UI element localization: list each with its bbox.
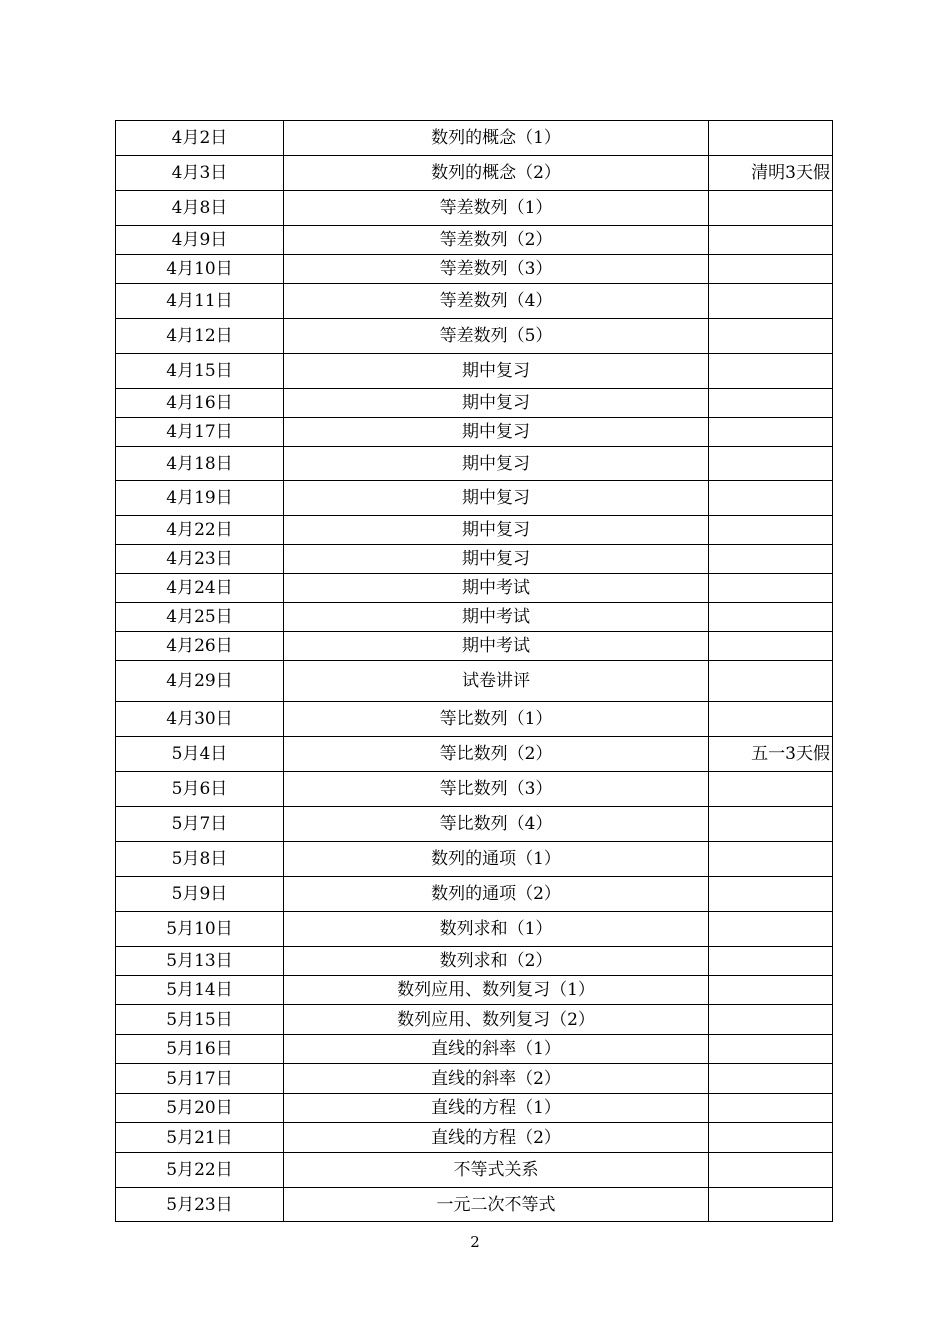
table-row: [116, 574, 833, 603]
date-cell: 4月18日: [116, 447, 284, 481]
topic-cell: 期中复习: [284, 447, 709, 481]
topic-cell: 数列求和（1）: [284, 912, 709, 947]
topic-cell: 等差数列（4）: [284, 284, 709, 319]
topic-cell: 直线的方程（1）: [284, 1094, 709, 1123]
note-cell: [709, 632, 833, 661]
date-cell: 5月9日: [116, 877, 284, 912]
note-cell: [709, 191, 833, 226]
note-cell: [709, 1188, 833, 1222]
date-cell: 4月22日: [116, 516, 284, 545]
note-cell: [709, 842, 833, 877]
table-row: [116, 1153, 833, 1188]
topic-cell: 等比数列（1）: [284, 702, 709, 737]
date-cell: 4月29日: [116, 661, 284, 702]
date-cell: 4月17日: [116, 418, 284, 447]
note-cell: [709, 603, 833, 632]
date-cell: 5月16日: [116, 1035, 284, 1064]
topic-cell: 等差数列（3）: [284, 255, 709, 284]
table-row: [116, 191, 833, 226]
topic-cell: 期中复习: [284, 545, 709, 574]
date-cell: 4月12日: [116, 319, 284, 354]
topic-cell: 等比数列（4）: [284, 807, 709, 842]
table-row: [116, 1005, 833, 1035]
note-cell: [709, 481, 833, 516]
note-cell: [709, 976, 833, 1005]
schedule-body: [116, 121, 833, 1222]
note-cell: [709, 807, 833, 842]
table-row: [116, 1123, 833, 1153]
date-cell: 4月10日: [116, 255, 284, 284]
note-cell: [709, 1153, 833, 1188]
topic-cell: 期中复习: [284, 481, 709, 516]
note-cell: [709, 574, 833, 603]
note-cell: [709, 319, 833, 354]
date-cell: 4月23日: [116, 545, 284, 574]
date-cell: 5月15日: [116, 1005, 284, 1035]
topic-cell: 期中复习: [284, 418, 709, 447]
topic-cell: 期中考试: [284, 632, 709, 661]
table-row: [116, 842, 833, 877]
schedule-table: [115, 120, 833, 1222]
topic-cell: 数列应用、数列复习（2）: [284, 1005, 709, 1035]
table-row: [116, 447, 833, 481]
table-row: [116, 545, 833, 574]
table-row: [116, 702, 833, 737]
topic-cell: 等比数列（2）: [284, 737, 709, 772]
table-row: [116, 912, 833, 947]
note-cell: [709, 702, 833, 737]
table-row: [116, 516, 833, 545]
note-cell: [709, 877, 833, 912]
note-cell: [709, 354, 833, 389]
topic-cell: 直线的方程（2）: [284, 1123, 709, 1153]
table-row: [116, 772, 833, 807]
topic-cell: 直线的斜率（2）: [284, 1064, 709, 1094]
date-cell: 5月20日: [116, 1094, 284, 1123]
topic-cell: 试卷讲评: [284, 661, 709, 702]
date-cell: 5月10日: [116, 912, 284, 947]
table-row: [116, 877, 833, 912]
date-cell: 5月17日: [116, 1064, 284, 1094]
note-cell: [709, 661, 833, 702]
topic-cell: 不等式关系: [284, 1153, 709, 1188]
date-cell: 4月9日: [116, 226, 284, 255]
date-cell: 5月23日: [116, 1188, 284, 1222]
date-cell: 5月14日: [116, 976, 284, 1005]
note-cell: [709, 772, 833, 807]
date-cell: 4月3日: [116, 156, 284, 191]
topic-cell: 等差数列（1）: [284, 191, 709, 226]
note-cell: [709, 1035, 833, 1064]
date-cell: 4月25日: [116, 603, 284, 632]
date-cell: 5月7日: [116, 807, 284, 842]
topic-cell: 直线的斜率（1）: [284, 1035, 709, 1064]
note-cell: 五一3天假: [709, 737, 833, 772]
table-row: [116, 481, 833, 516]
note-cell: [709, 389, 833, 418]
note-cell: [709, 545, 833, 574]
note-cell: [709, 418, 833, 447]
date-cell: 4月30日: [116, 702, 284, 737]
topic-cell: 期中复习: [284, 354, 709, 389]
table-row: [116, 319, 833, 354]
date-cell: 5月21日: [116, 1123, 284, 1153]
table-row: [116, 632, 833, 661]
note-cell: [709, 1005, 833, 1035]
topic-cell: 期中复习: [284, 389, 709, 418]
note-cell: [709, 1064, 833, 1094]
table-row: [116, 947, 833, 976]
topic-cell: 等比数列（3）: [284, 772, 709, 807]
note-cell: [709, 516, 833, 545]
table-row: [116, 226, 833, 255]
table-row: [116, 284, 833, 319]
note-cell: [709, 121, 833, 156]
note-cell: [709, 947, 833, 976]
page-number: 2: [470, 1233, 480, 1251]
table-row: [116, 1094, 833, 1123]
table-row: [116, 354, 833, 389]
topic-cell: 期中考试: [284, 574, 709, 603]
table-row: [116, 121, 833, 156]
date-cell: 4月24日: [116, 574, 284, 603]
table-row: [116, 389, 833, 418]
note-cell: [709, 912, 833, 947]
note-cell: [709, 1123, 833, 1153]
table-row: [116, 156, 833, 191]
note-cell: [709, 284, 833, 319]
topic-cell: 数列的概念（1）: [284, 121, 709, 156]
note-cell: 清明3天假: [709, 156, 833, 191]
date-cell: 5月6日: [116, 772, 284, 807]
table-row: [116, 976, 833, 1005]
date-cell: 5月22日: [116, 1153, 284, 1188]
table-row: [116, 1188, 833, 1222]
note-cell: [709, 1094, 833, 1123]
date-cell: 4月8日: [116, 191, 284, 226]
topic-cell: 等差数列（2）: [284, 226, 709, 255]
note-cell: [709, 447, 833, 481]
topic-cell: 等差数列（5）: [284, 319, 709, 354]
date-cell: 5月4日: [116, 737, 284, 772]
topic-cell: 数列的通项（2）: [284, 877, 709, 912]
date-cell: 4月26日: [116, 632, 284, 661]
table-row: [116, 737, 833, 772]
note-cell: [709, 255, 833, 284]
table-row: [116, 1035, 833, 1064]
date-cell: 4月16日: [116, 389, 284, 418]
topic-cell: 数列的概念（2）: [284, 156, 709, 191]
date-cell: 5月13日: [116, 947, 284, 976]
table-row: [116, 1064, 833, 1094]
date-cell: 4月11日: [116, 284, 284, 319]
note-cell: [709, 226, 833, 255]
table-row: [116, 603, 833, 632]
topic-cell: 一元二次不等式: [284, 1188, 709, 1222]
topic-cell: 数列应用、数列复习（1）: [284, 976, 709, 1005]
date-cell: 4月15日: [116, 354, 284, 389]
date-cell: 5月8日: [116, 842, 284, 877]
table-row: [116, 418, 833, 447]
table-row: [116, 661, 833, 702]
table-row: [116, 807, 833, 842]
date-cell: 4月2日: [116, 121, 284, 156]
date-cell: 4月19日: [116, 481, 284, 516]
topic-cell: 期中复习: [284, 516, 709, 545]
topic-cell: 数列的通项（1）: [284, 842, 709, 877]
topic-cell: 数列求和（2）: [284, 947, 709, 976]
topic-cell: 期中考试: [284, 603, 709, 632]
table-row: [116, 255, 833, 284]
